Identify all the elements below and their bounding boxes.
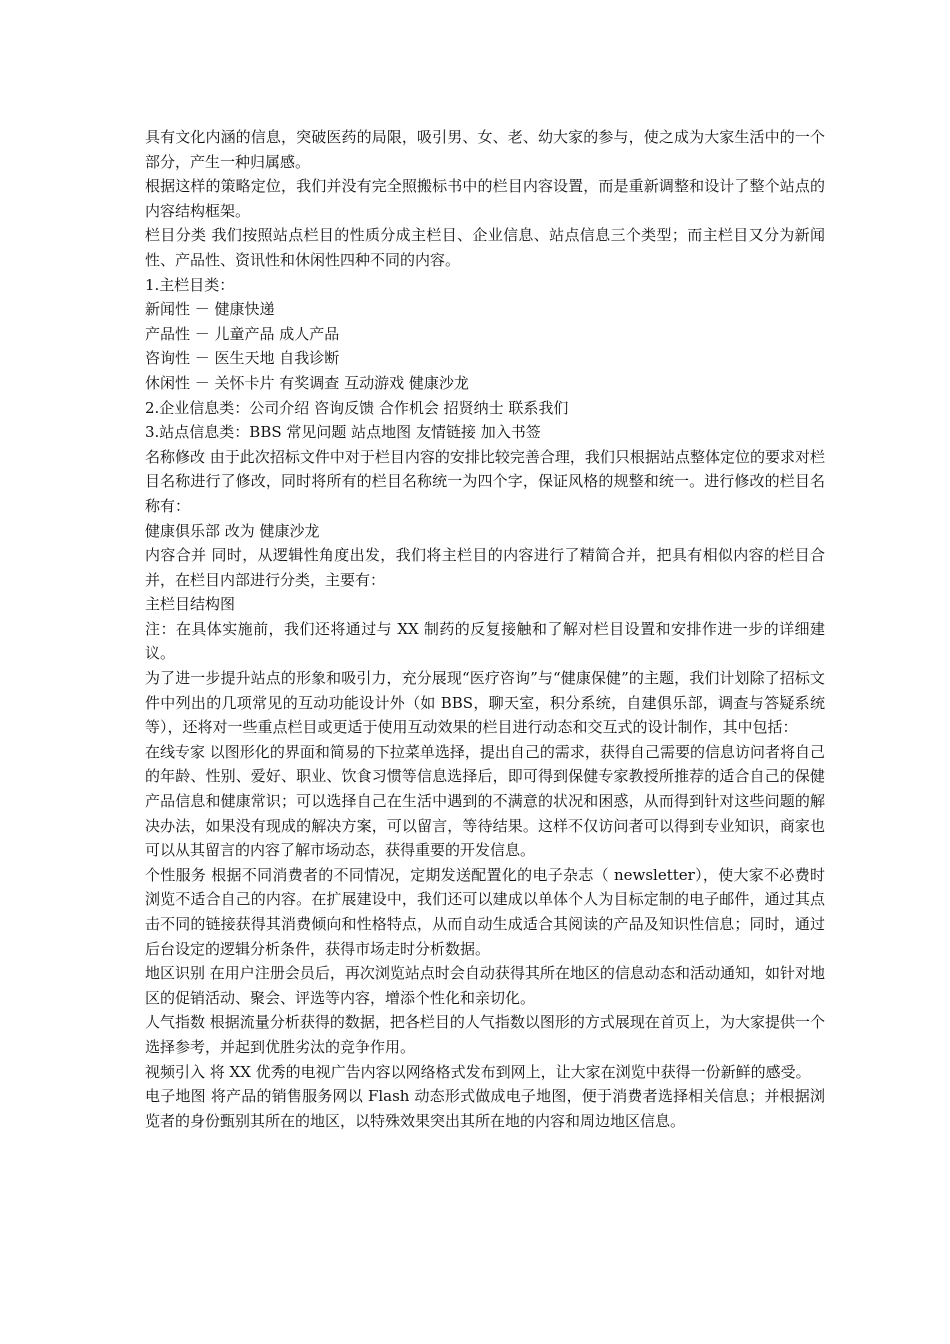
paragraph-video-intro: 视频引入 将 XX 优秀的电视广告内容以网络格式发布到网上，让大家在浏览中获得一份新鲜的感受。: [145, 1062, 811, 1081]
paragraph-note: 注：在具体实施前，我们还将通过与 XX 制药的反复接触和了解对栏目设置和安排作进一步的详细建议。: [145, 619, 825, 663]
paragraph-popularity-index: 人气指数 根据流量分析获得的数据，把各栏目的人气指数以图形的方式展现在首页上，为大家提供一个选择参考，并起到优胜劣汰的竞争作用。: [145, 1013, 825, 1056]
list-item-consulting: 咨询性 － 医生天地 自我诊断: [145, 349, 340, 368]
list-item-leisure: 休闲性 － 关怀卡片 有奖调查 互动游戏 健康沙龙: [145, 373, 469, 392]
paragraph-column-classification: 栏目分类 我们按照站点栏目的性质分成主栏目、企业信息、站点信息三个类型；而主栏目又分为新闻性、产品性、资讯性和休闲性四种不同的内容。: [145, 226, 825, 269]
heading-site-info: 3.站点信息类：BBS 常见问题 站点地图 友情链接 加入书签: [145, 423, 541, 442]
paragraph-intro-continuation: 具有文化内涵的信息，突破医药的局限，吸引男、女、老、幼大家的参与，使之成为大家生活中的一个部分，产生一种归属感。: [145, 128, 825, 171]
paragraph-personal-service: 个性服务 根据不同消费者的不同情况，定期发送配置化的电子杂志（ newsletter），使大家不必费时浏览不适合自己的内容。在扩展建设中，我们还可以建成以单体个人为目标定制的电子邮件，通过其点击不同的链接获得其消费倾向和性格特点，从而自动生成适合其阅读的产品及知识性信息；同时，通过后台设定的逻辑分析条件，获得市场走时分析数据。: [145, 865, 825, 958]
list-item-products: 产品性 － 儿童产品 成人产品: [145, 324, 340, 343]
paragraph-rename-item: 健康俱乐部 改为 健康沙龙: [145, 521, 320, 540]
paragraph-name-change: 名称修改 由于此次招标文件中对于栏目内容的安排比较完善合理，我们只根据站点整体定位的要求对栏目名称进行了修改，同时将所有的栏目名称统一为四个字，保证风格的规整和统一。进行修改的栏目名称有：: [145, 447, 825, 515]
heading-main-columns: 1.主栏目类：: [145, 275, 235, 294]
heading-company-info: 2.企业信息类：公司介绍 咨询反馈 合作机会 招贤纳士 联系我们: [145, 398, 569, 417]
document-body: [145, 125, 825, 1133]
paragraph-electronic-map: 电子地图 将产品的销售服务网以 Flash 动态形式做成电子地图，便于消费者选择相关信息；并根据浏览者的身份甄别其所在的地区，以特殊效果突出其所在地的内容和周边地区信息。: [145, 1087, 825, 1130]
paragraph-structure-diagram-caption: 主栏目结构图: [145, 595, 236, 614]
list-item-news: 新闻性 － 健康快递: [145, 300, 275, 319]
paragraph-online-expert: 在线专家 以图形化的界面和简易的下拉菜单选择，提出自己的需求，获得自己需要的信息访问者将自己的年龄、性别、爱好、职业、饮食习惯等信息选择后，即可得到保健专家教授所推荐的适合自己的保健产品信息和健康常识；可以选择自己在生活中遇到的不满意的状况和困惑，从而得到针对这些问题的解决办法，如果没有现成的解决方案，可以留言，等待结果。这样不仅访问者可以得到专业知识，商家也可以从其留言的内容了解市场动态，获得重要的开发信息。: [145, 742, 825, 860]
paragraph-strategy: 根据这样的策略定位，我们并没有完全照搬标书中的栏目内容设置，而是重新调整和设计了整个站点的内容结构框架。: [145, 177, 825, 220]
paragraph-content-merge: 内容合并 同时，从逻辑性角度出发，我们将主栏目的内容进行了精简合并，把具有相似内容的栏目合并，在栏目内部进行分类，主要有：: [145, 546, 825, 589]
paragraph-interactive-plan: 为了进一步提升站点的形象和吸引力，充分展现“医疗咨询”与“健康保健”的主题，我们计划除了招标文件中列出的几项常见的互动功能设计外（如 BBS，聊天室，积分系统，自建俱乐部，调查与答疑系统等），还将对一些重点栏目或更适于使用互动效果的栏目进行动态和交互式的设计制作，其中包括：: [145, 669, 825, 737]
paragraph-region-detection: 地区识别 在用户注册会员后，再次浏览站点时会自动获得其所在地区的信息动态和活动通知，如针对地区的促销活动、聚会、评选等内容，增添个性化和亲切化。: [145, 964, 825, 1007]
